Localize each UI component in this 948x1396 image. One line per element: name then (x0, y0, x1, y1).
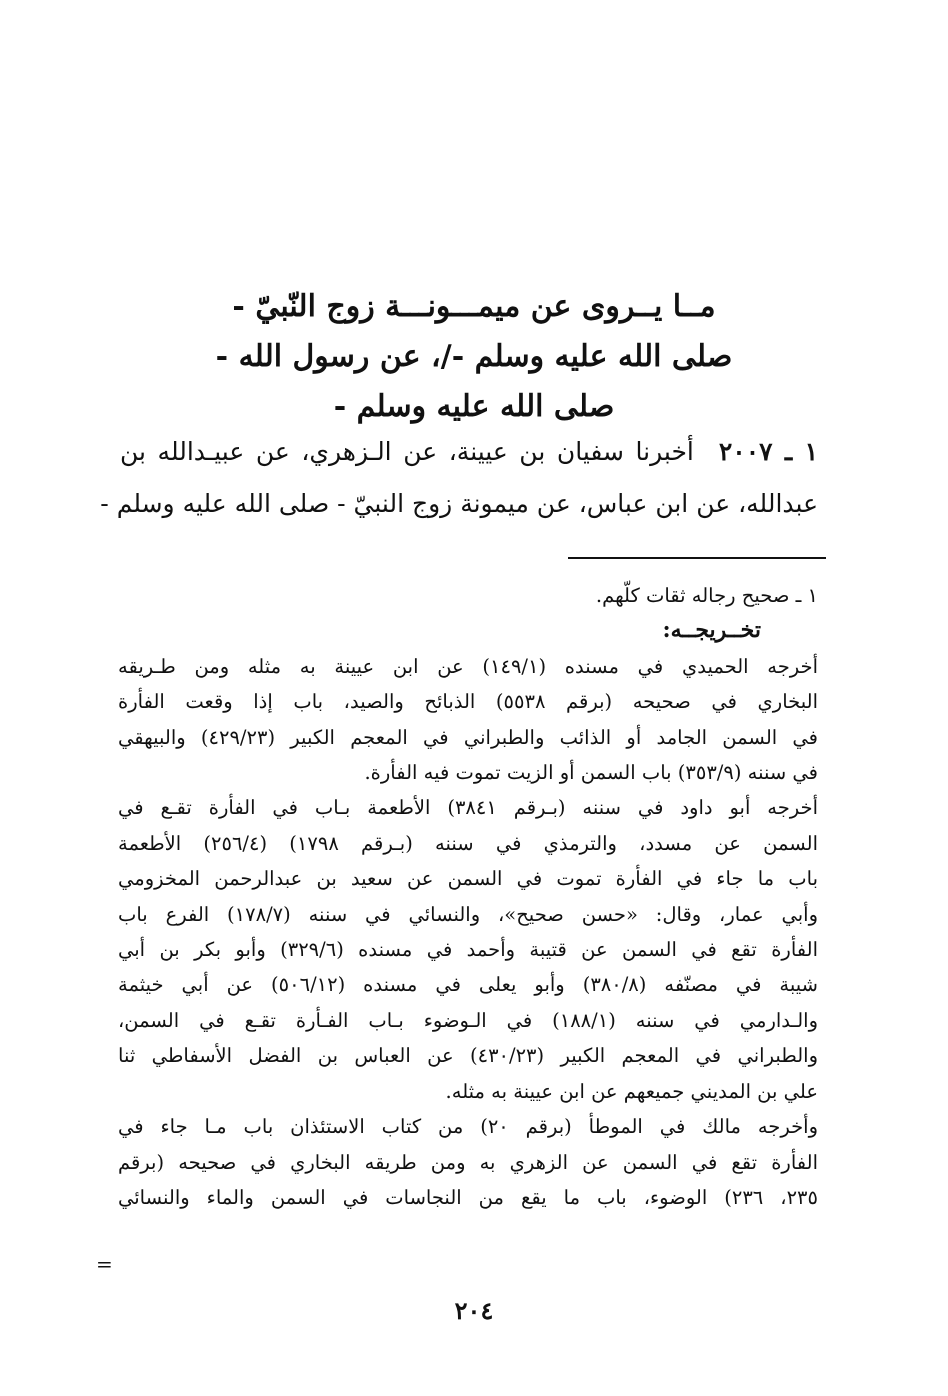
footnotes (118, 578, 818, 1215)
takhrij-line: وأخرجه مالك في الموطأ (برقم ٢٠) من كتاب الاستئذان باب مـا جاء في (118, 1115, 819, 1139)
takhrij-line: في السمن الجامد أو الذائب والطبراني في المعجم الكبير (٤٢٩/٢٣) والبيهقي (118, 725, 818, 749)
takhrij-line: ٢٣٥، ٢٣٦) الوضوء، باب ما يقع من النجاسات في السمن والماء والنسائي (118, 1185, 818, 1209)
takhrij-line: علي بن المديني جميعهم عن ابن عيينة به مثله. (445, 1079, 818, 1103)
takhrij-line: شيبة في مصنّفه (٣٨٠/٨) وأبو يعلى في مسنده (٥٠٦/١٢) عن أبي خيثمة (118, 973, 818, 997)
continuation-mark: = (96, 1252, 113, 1276)
hadith-line-2: عبدالله، عن ابن عباس، عن ميمونة زوج النبيّ - صلى الله عليه وسلم - (100, 489, 818, 518)
page-number: ٢٠٤ (454, 1296, 494, 1325)
hadith-line-1 (120, 426, 818, 478)
chapter-title-line-1: مــا يــروى عن ميمـــونـــة زوج النّبيّ - (232, 289, 716, 324)
hadith-text (100, 426, 819, 530)
chapter-title (150, 282, 798, 432)
hadith-line-1-text: أخبرنا سفيان بن عيينة، عن الـزهري، عن عبيـدالله بن (120, 437, 694, 466)
hadith-number: ١ ـ ٢٠٠٧ (718, 437, 819, 466)
footnote-separator (568, 557, 826, 559)
footnote-1: ١ ـ صحيح رجاله ثقات كلّهم. (595, 584, 818, 607)
takhrij-line: أخرجه أبو داود في سننه (بـرقم ٣٨٤١) الأطعمة بـاب في الفأرة تقـع في (118, 796, 819, 820)
chapter-title-line-2: صلى الله عليه وسلم -/، عن رسول الله - (215, 339, 733, 374)
takhrij-heading: تخــريجــه: (662, 617, 761, 644)
takhrij-line: والطبراني في المعجم الكبير (٤٣٠/٢٣) عن العباس بن الفضل الأسفاطي ثنا (118, 1044, 818, 1068)
takhrij-line: وأبي عمار، وقال: «حسن صحيح»، والنسائي في سننه (١٧٨/٧) الفرع باب (118, 902, 818, 926)
chapter-title-line-3: صلى الله عليه وسلم - (333, 389, 615, 424)
takhrij-line: في سننه (٣٥٣/٩) باب السمن أو الزيت تموت فيه الفأرة. (364, 761, 818, 785)
takhrij-line: الفأرة تقع في السمن عن الزهري به ومن طريقه البخاري في صحيحه (برقم (118, 1150, 818, 1174)
takhrij-line: البخاري في صحيحه (برقم ٥٥٣٨) الذبائح والصيد، باب إذا وقعت الفأرة (118, 690, 818, 714)
takhrij-line: السمن عن مسدد، والترمذي في سننه (بـرقم ١٧٩٨) (٢٥٦/٤) الأطعمة (118, 831, 818, 855)
takhrij-line: والـدارمي في سننه (١٨٨/١) في الـوضوء بـاب الفـأرة تقـع في السمن، (118, 1008, 818, 1032)
takhrij-line: باب ما جاء في الفأرة تموت في السمن عن سعيد بن عبدالرحمن المخزومي (118, 867, 818, 891)
takhrij-line: الفأرة تقع في السمن عن قتيبة وأحمد في مسنده (٣٢٩/٦) وأبو بكر بن أبي (118, 938, 819, 962)
takhrij-line: أخرجه الحميدي في مسنده (١٤٩/١) عن ابن عيينة به مثله ومن طـريقه (118, 654, 818, 678)
